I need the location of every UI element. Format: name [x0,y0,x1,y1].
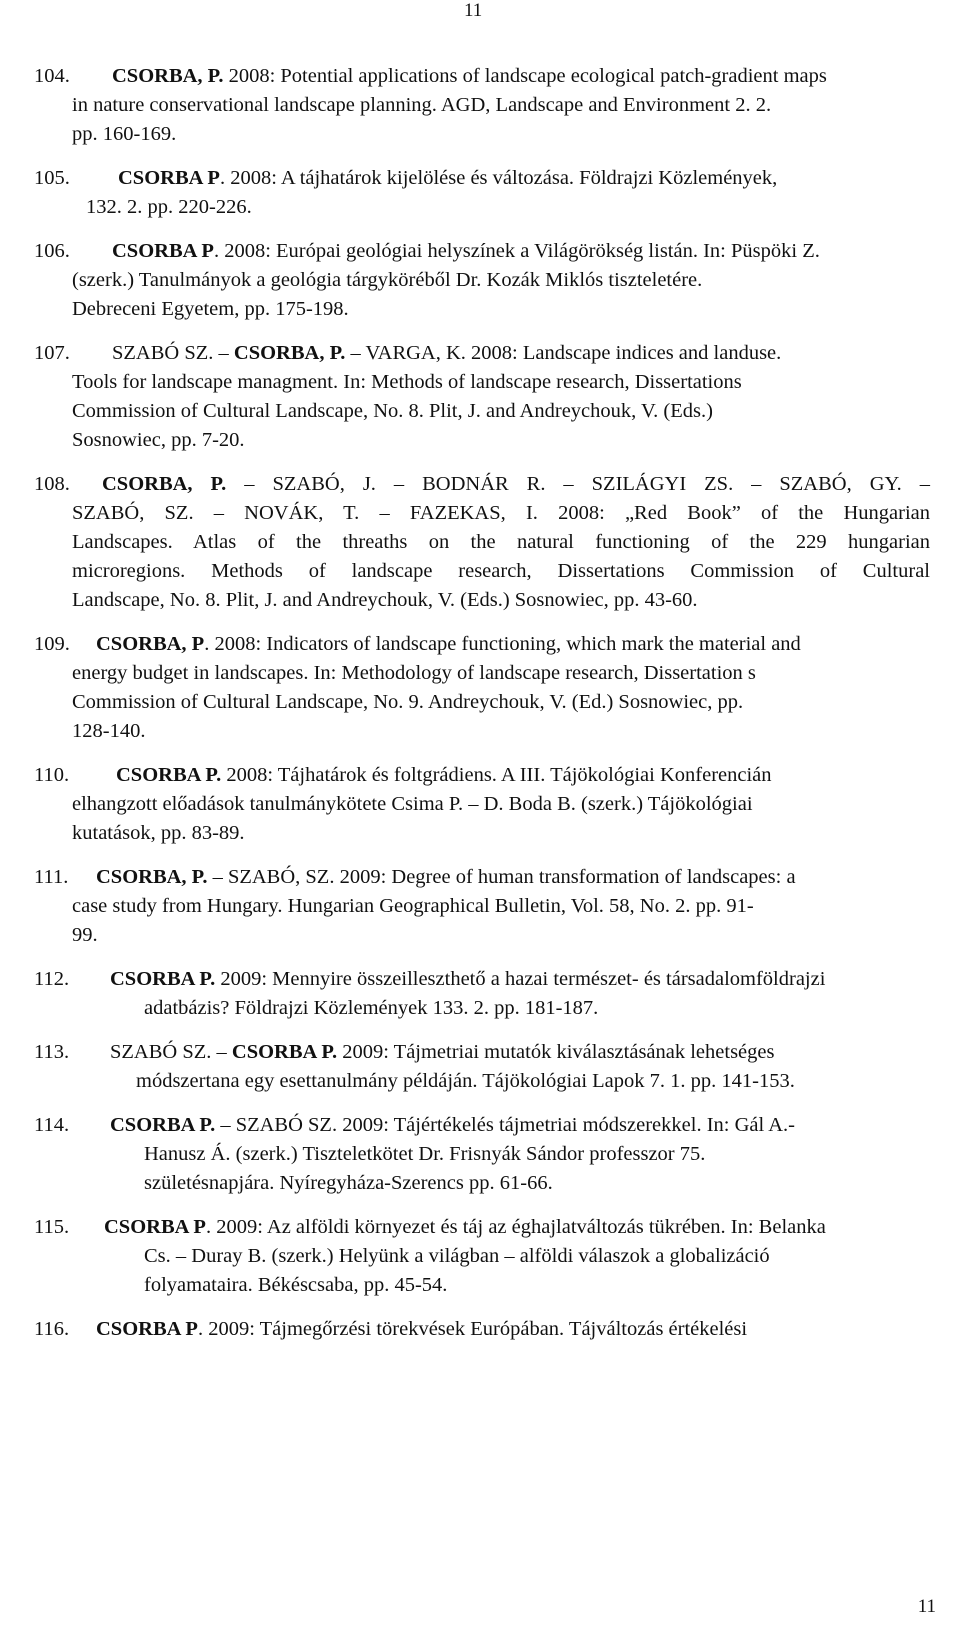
author-name: CSORBA P. [110,968,216,990]
reference-first-line [34,761,930,790]
reference-line [34,266,930,295]
reference-first-line [34,470,930,499]
reference-first-line [34,630,930,659]
reference-number: 107. [34,342,70,364]
reference-text: Sosnowiec, pp. 7-20. [72,429,245,451]
reference-text: – SZABÓ SZ. 2009: Tájértékelés tájmetriai módszerekkel. In: Gál A.- [215,1114,795,1136]
reference-number: 104. [34,65,70,87]
reference-number: 105. [34,167,70,189]
reference-line [34,295,930,324]
reference-text: Landscape, No. 8. Plit, J. and Andreychouk, V. (Eds.) Sosnowiec, pp. 43-60. [72,589,698,611]
reference-text: adatbázis? Földrajzi Közlemények 133. 2. pp. 181-187. [144,997,599,1019]
reference-item [34,339,930,455]
reference-number: 113. [34,1041,70,1063]
author-name: CSORBA P [96,1318,198,1340]
reference-number: 108. [34,473,70,495]
reference-text: 99. [72,924,98,946]
author-name: CSORBA P [104,1216,206,1238]
reference-item [34,470,930,615]
reference-first-line [34,1038,930,1067]
reference-text: elhangzott előadások tanulmánykötete Csima P. – D. Boda B. (szerk.) Tájökológiai [72,793,753,815]
reference-text: Landscapes. Atlas of the threaths on the natural functioning of the 229 hungarian [72,531,930,553]
reference-first-line [34,339,930,368]
reference-number: 106. [34,240,70,262]
reference-line [34,688,930,717]
author-name: CSORBA P. [231,1041,338,1063]
reference-text: – SZABÓ, SZ. 2009: Degree of human transformation of landscapes: a [207,866,796,888]
reference-first-line [34,1315,930,1344]
reference-text: case study from Hungary. Hungarian Geographical Bulletin, Vol. 58, No. 2. pp. 91- [72,895,754,917]
author-name: CSORBA, P. [102,473,227,495]
reference-item [34,965,930,1023]
reference-line [34,528,930,557]
reference-text: folyamataira. Békéscsaba, pp. 45-54. [144,1274,448,1296]
reference-text: 132. 2. pp. 220-226. [86,196,252,218]
author-name: CSORBA P [118,167,220,189]
reference-line [34,819,930,848]
reference-text: Commission of Cultural Landscape, No. 9. Andreychouk, V. (Ed.) Sosnowiec, pp. [72,691,744,713]
reference-text: Commission of Cultural Landscape, No. 8. Plit, J. and Andreychouk, V. (Eds.) [72,400,713,422]
reference-text: microregions. Methods of landscape research, Dissertations Commission of Cultural [72,560,930,582]
author-name: CSORBA, P [96,633,205,655]
reference-text: . 2008: Indicators of landscape functioning, which mark the material and [204,633,801,655]
reference-line [34,659,930,688]
reference-line [34,193,930,222]
reference-item [34,630,930,746]
reference-item [34,164,930,222]
reference-item [34,237,930,324]
reference-line [34,921,930,950]
reference-line [34,499,930,528]
reference-number: 112. [34,968,70,990]
reference-text: születésnapjára. Nyíregyháza-Szerencs pp. 61-66. [144,1172,553,1194]
reference-number: 111. [34,866,69,888]
reference-first-line [34,164,930,193]
reference-text: (szerk.) Tanulmányok a geológia tárgyköréből Dr. Kozák Miklós tiszteletére. [72,269,703,291]
reference-text: – SZABÓ, J. – BODNÁR R. – SZILÁGYI ZS. – SZABÓ, GY. – [226,473,931,495]
reference-first-line [34,1213,930,1242]
reference-text: 2009: Tájmetriai mutatók kiválasztásának lehetséges [337,1041,775,1063]
author-name: CSORBA P [112,240,214,262]
reference-text: energy budget in landscapes. In: Methodology of landscape research, Dissertation s [72,662,756,684]
reference-line [34,120,930,149]
reference-item [34,1111,930,1198]
page-number-top: 11 [464,0,483,21]
reference-text: módszertana egy esettanulmány példáján. Tájökológiai Lapok 7. 1. pp. 141-153. [136,1070,795,1092]
reference-first-line [34,863,930,892]
reference-line [34,1242,930,1271]
reference-item [34,1315,930,1344]
reference-item [34,761,930,848]
reference-text: SZABÓ SZ. – [110,1041,232,1063]
reference-text: SZABÓ, SZ. – NOVÁK, T. – FAZEKAS, I. 2008: „Red Book” of the Hungarian [72,502,930,524]
reference-number: 109. [34,633,70,655]
reference-number: 114. [34,1114,70,1136]
reference-first-line [34,62,930,91]
reference-text: 2009: Mennyire összeilleszthető a hazai természet- és társadalomföldrajzi [215,968,826,990]
reference-text: – VARGA, K. 2008: Landscape indices and landuse. [345,342,782,364]
reference-line [34,1271,930,1300]
reference-line [34,91,930,120]
reference-text: Hanusz Á. (szerk.) Tiszteletkötet Dr. Frisnyák Sándor professzor 75. [144,1143,706,1165]
reference-text: in nature conservational landscape planning. AGD, Landscape and Environment 2. 2. [72,94,772,116]
reference-first-line [34,965,930,994]
author-name: CSORBA, P. [112,65,224,87]
reference-line [34,717,930,746]
reference-line [34,892,930,921]
page-number-bottom: 11 [917,1596,936,1617]
reference-text: pp. 160-169. [72,123,177,145]
reference-line [34,368,930,397]
reference-text: SZABÓ SZ. – [112,342,234,364]
reference-item [34,62,930,149]
author-name: CSORBA, P. [96,866,208,888]
reference-number: 115. [34,1216,70,1238]
reference-first-line [34,1111,930,1140]
reference-text: Tools for landscape managment. In: Methods of landscape research, Dissertations [72,371,742,393]
reference-text: . 2009: Tájmegőrzési törekvések Európában. Tájváltozás értékelési [197,1318,748,1340]
reference-line [34,994,930,1023]
reference-text: . 2009: Az alföldi környezet és táj az éghajlatváltozás tükrében. In: Belanka [205,1216,826,1238]
reference-list [34,62,930,1359]
reference-line [34,397,930,426]
reference-item [34,1038,930,1096]
reference-line [34,1169,930,1198]
reference-text: kutatások, pp. 83-89. [72,822,245,844]
reference-text: 128-140. [72,720,146,742]
reference-text: Debreceni Egyetem, pp. 175-198. [72,298,349,320]
author-name: CSORBA P. [116,764,222,786]
reference-number: 116. [34,1318,70,1340]
reference-item [34,1213,930,1300]
reference-text: . 2008: Európai geológiai helyszínek a Világörökség listán. In: Püspöki Z. [213,240,820,262]
reference-number: 110. [34,764,70,786]
author-name: CSORBA P. [110,1114,216,1136]
reference-line [34,790,930,819]
reference-text: . 2008: A tájhatárok kijelölése és változása. Földrajzi Közlemények, [219,167,778,189]
reference-first-line [34,237,930,266]
reference-text: 2008: Tájhatárok és foltgrádiens. A III. Tájökológiai Konferencián [221,764,772,786]
reference-text: Cs. – Duray B. (szerk.) Helyünk a világban – alföldi válaszok a globalizáció [144,1245,770,1267]
reference-line [34,586,930,615]
author-name: CSORBA, P. [233,342,346,364]
reference-line [34,426,930,455]
reference-text: 2008: Potential applications of landscape ecological patch-gradient maps [223,65,827,87]
reference-line [34,557,930,586]
reference-line [34,1140,930,1169]
reference-item [34,863,930,950]
reference-line [34,1067,930,1096]
